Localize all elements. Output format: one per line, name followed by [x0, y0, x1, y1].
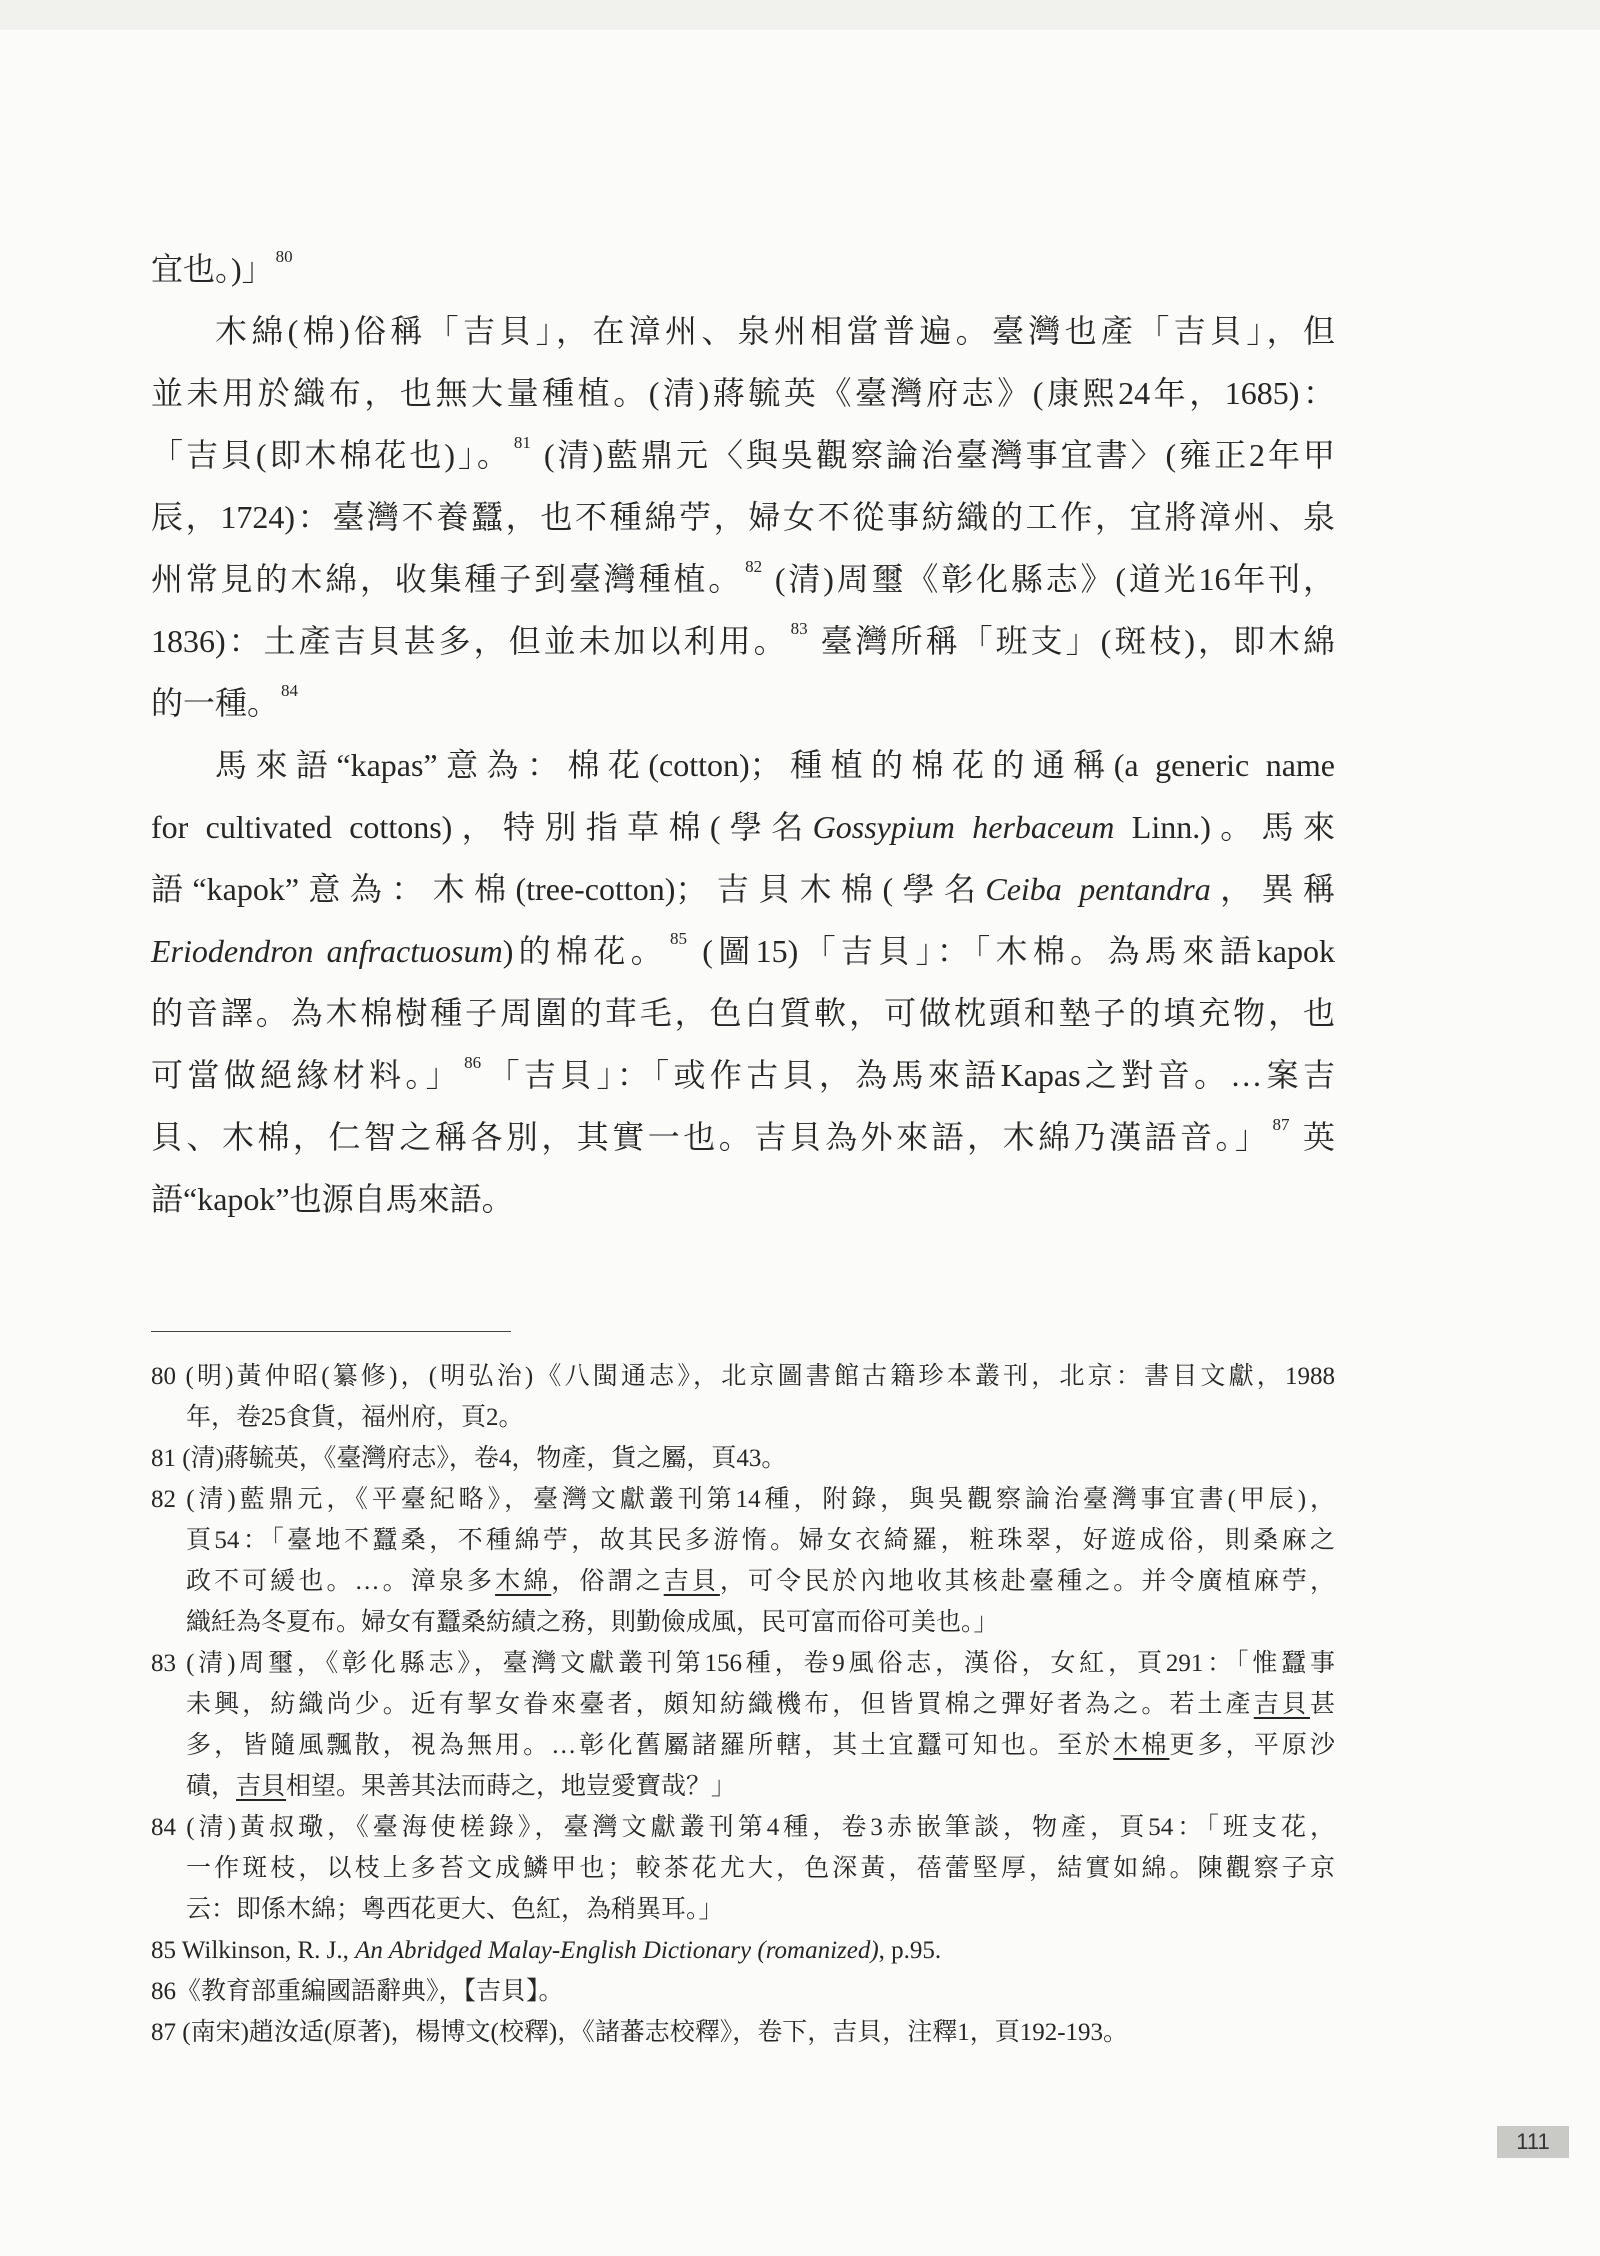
body-line — [151, 486, 1335, 548]
text-segment: 一作斑枝，以枝上多苔文成鱗甲也；較茶花尤大，色深黃，蓓蕾堅厚，結實如綿。陳觀察子京 — [186, 1855, 1335, 1882]
text-segment: , p.95. — [878, 1937, 942, 1964]
text-segment: 1836)：土產吉貝甚多，但並未加以利用。 — [151, 623, 789, 659]
text-segment: 「吉貝」：「或作古貝，為馬來語Kapas之對音。…案吉 — [483, 1057, 1335, 1093]
body-line — [151, 610, 1335, 672]
footnote-line — [151, 1766, 1335, 1807]
text-segment: 的音譯。為木棉樹種子周圍的茸毛，色白質軟，可做枕頭和墊子的填充物，也 — [151, 995, 1335, 1031]
footnote-line — [151, 1479, 1335, 1520]
page-number: 111 — [1497, 2126, 1569, 2158]
text-segment: 相望。果善其法而蒔之，地豈愛寶哉？」 — [286, 1773, 737, 1800]
text-segment: 並未用於織布，也無大量種植。(清)蔣毓英《臺灣府志》(康熙24年，1685)： — [151, 375, 1335, 411]
footnote-line — [151, 1807, 1335, 1848]
footnotes — [151, 1356, 1335, 2053]
body-line — [151, 300, 1335, 362]
text-segment: 云：即係木綿；粵西花更大、色紅，為稍異耳。」 — [186, 1896, 724, 1923]
text-segment: 未興，紡織尚少。近有挈女眷來臺者，頗知紡織機布，但皆買棉之彈好者為之。若土產 — [186, 1691, 1254, 1718]
footnote-line — [151, 1356, 1335, 1397]
text-segment: 86《教育部重編國語辭典》，【吉貝】。 — [151, 1978, 564, 2005]
footnote-line — [151, 1725, 1335, 1766]
footnote-ref: 87 — [1272, 1115, 1290, 1134]
footnote-line — [151, 1889, 1335, 1930]
body-line — [151, 858, 1335, 920]
text-segment: 80 (明)黃仲昭(纂修)，(明弘治)《八閩通志》，北京圖書館古籍珍本叢刊，北京：書目文獻，1988 — [151, 1363, 1335, 1390]
footnote-ref: 86 — [464, 1053, 482, 1072]
footnote-line — [151, 1971, 1335, 2012]
footnote-line — [151, 1397, 1335, 1438]
footnote-ref: 83 — [790, 619, 808, 638]
text-segment: 82 (清)藍鼎元，《平臺紀略》，臺灣文獻叢刊第14種，附錄，與吳觀察論治臺灣事宜書(甲辰)， — [151, 1486, 1335, 1513]
text-segment: Eriodendron anfractuosum — [151, 933, 503, 969]
text-segment: 87 (南宋)趙汝适(原著)，楊博文(校釋)，《諸蕃志校釋》，卷下，吉貝，注釋1，頁192-193。 — [151, 2019, 1129, 2046]
footnote-ref: 81 — [513, 433, 531, 452]
text-segment: (清)藍鼎元〈與吳觀察論治臺灣事宜書〉(雍正2年甲 — [532, 437, 1335, 473]
text-segment: 吉貝 — [236, 1773, 287, 1800]
text-segment: 木綿(棉)俗稱「吉貝」，在漳州、泉州相當普遍。臺灣也產「吉貝」，但 — [215, 313, 1335, 349]
text-segment: )的棉花。 — [502, 933, 668, 969]
text-segment: ，異稱 — [1210, 871, 1335, 907]
text-segment: 貝、木棉，仁智之稱各別，其實一也。吉貝為外來語，木綿乃漢語音。」 — [151, 1119, 1271, 1155]
text-segment: 甚 — [1309, 1691, 1335, 1718]
text-segment: Gossypium herbaceum — [812, 809, 1115, 845]
footnote-line — [151, 1561, 1335, 1602]
text-segment: 吉貝 — [1253, 1691, 1310, 1718]
body-line — [151, 424, 1335, 486]
text-segment: Linn.)。馬來 — [1114, 809, 1335, 845]
footnote-line — [151, 1438, 1335, 1479]
text-segment: 政不可緩也。…。漳泉多 — [186, 1568, 496, 1595]
body-line — [151, 1168, 1335, 1230]
footnote-ref: 82 — [745, 557, 763, 576]
text-segment: 宜也。)」 — [151, 251, 274, 287]
text-segment: 磧， — [186, 1773, 237, 1800]
text-segment: 更多，平原沙 — [1169, 1732, 1335, 1759]
footnote-separator — [151, 1331, 511, 1332]
text-segment: 83 (清)周璽，《彰化縣志》，臺灣文獻叢刊第156種，卷9風俗志，漢俗，女紅，頁291：「惟蠶事 — [151, 1650, 1335, 1677]
body-line — [151, 920, 1335, 982]
body-line — [151, 1044, 1335, 1106]
body-line — [151, 796, 1335, 858]
footnote-ref: 85 — [669, 929, 687, 948]
text-segment: (圖15)「吉貝」：「木棉。為馬來語kapok — [688, 933, 1335, 969]
text-segment: 85 Wilkinson, R. J., — [151, 1937, 356, 1964]
body-line — [151, 1106, 1335, 1168]
footnote-line — [151, 1520, 1335, 1561]
footnote-line — [151, 2012, 1335, 2053]
text-segment: 年，卷25食貨，福州府，頁2。 — [186, 1404, 524, 1431]
text-segment: 織紝為冬夏布。婦女有蠶桑紡績之務，則勤儉成風，民可富而俗可美也。」 — [186, 1609, 999, 1636]
body-line — [151, 982, 1335, 1044]
text-segment: 木綿 — [495, 1568, 552, 1595]
body-line — [151, 672, 1335, 734]
text-segment: 多，皆隨風飄散，視為無用。…彰化舊屬諸羅所轄，其土宜蠶可知也。至於 — [186, 1732, 1114, 1759]
footnote-line — [151, 1643, 1335, 1684]
text-segment: Ceiba pentandra — [985, 871, 1211, 907]
text-segment: 吉貝 — [663, 1568, 720, 1595]
text-segment: ，俗謂之 — [551, 1568, 664, 1595]
text-segment: 英 — [1291, 1119, 1335, 1155]
text-segment: 臺灣所稱「班支」(斑枝)，即木綿 — [809, 623, 1335, 659]
body-line — [151, 548, 1335, 610]
body-line — [151, 734, 1335, 796]
footnote-line — [151, 1684, 1335, 1725]
footnote-line — [151, 1930, 1335, 1971]
footnote-ref: 80 — [275, 247, 293, 266]
body-line — [151, 362, 1335, 424]
text-segment: 辰，1724)：臺灣不養蠶，也不種綿苧，婦女不從事紡織的工作，宜將漳州、泉 — [151, 499, 1335, 535]
text-segment: 可當做絕緣材料。」 — [151, 1057, 463, 1093]
footnote-line — [151, 1848, 1335, 1889]
text-segment: 木棉 — [1113, 1732, 1170, 1759]
text-segment: 「吉貝(即木棉花也)」。 — [151, 437, 512, 473]
scan-top-edge — [0, 0, 1600, 30]
footnote-ref: 84 — [281, 681, 299, 700]
text-segment: (清)周璽《彰化縣志》(道光16年刊， — [764, 561, 1335, 597]
text-segment: for cultivated cottons)，特別指草棉(學名 — [151, 809, 813, 845]
text-segment: 的一種。 — [151, 685, 280, 721]
text-segment: ，可令民於內地收其核赴臺種之。并令廣植麻苧， — [719, 1568, 1335, 1595]
text-segment: 頁54：「臺地不蠶桑，不種綿苧，故其民多游惰。婦女衣綺羅，粧珠翠，好遊成俗，則桑麻之 — [186, 1527, 1335, 1554]
text-segment: 84 (清)黃叔璥，《臺海使槎錄》，臺灣文獻叢刊第4種，卷3赤嵌筆談，物產，頁54：「班支花， — [151, 1814, 1335, 1841]
footnote-line — [151, 1602, 1335, 1643]
text-segment: 81 (清)蔣毓英，《臺灣府志》，卷4，物產，貨之屬，頁43。 — [151, 1445, 787, 1472]
text-segment: An Abridged Malay-English Dictionary (romanized) — [355, 1937, 879, 1964]
body-text — [151, 238, 1335, 1230]
text-segment: 語“kapok”也源自馬來語。 — [151, 1181, 514, 1217]
text-segment: 州常見的木綿，收集種子到臺灣種植。 — [151, 561, 744, 597]
text-segment: 語“kapok”意為：木棉(tree-cotton)；吉貝木棉(學名 — [151, 871, 986, 907]
text-segment: 馬來語“kapas”意為：棉花(cotton)；種植的棉花的通稱(a generic name — [215, 747, 1335, 783]
body-line — [151, 238, 1335, 300]
